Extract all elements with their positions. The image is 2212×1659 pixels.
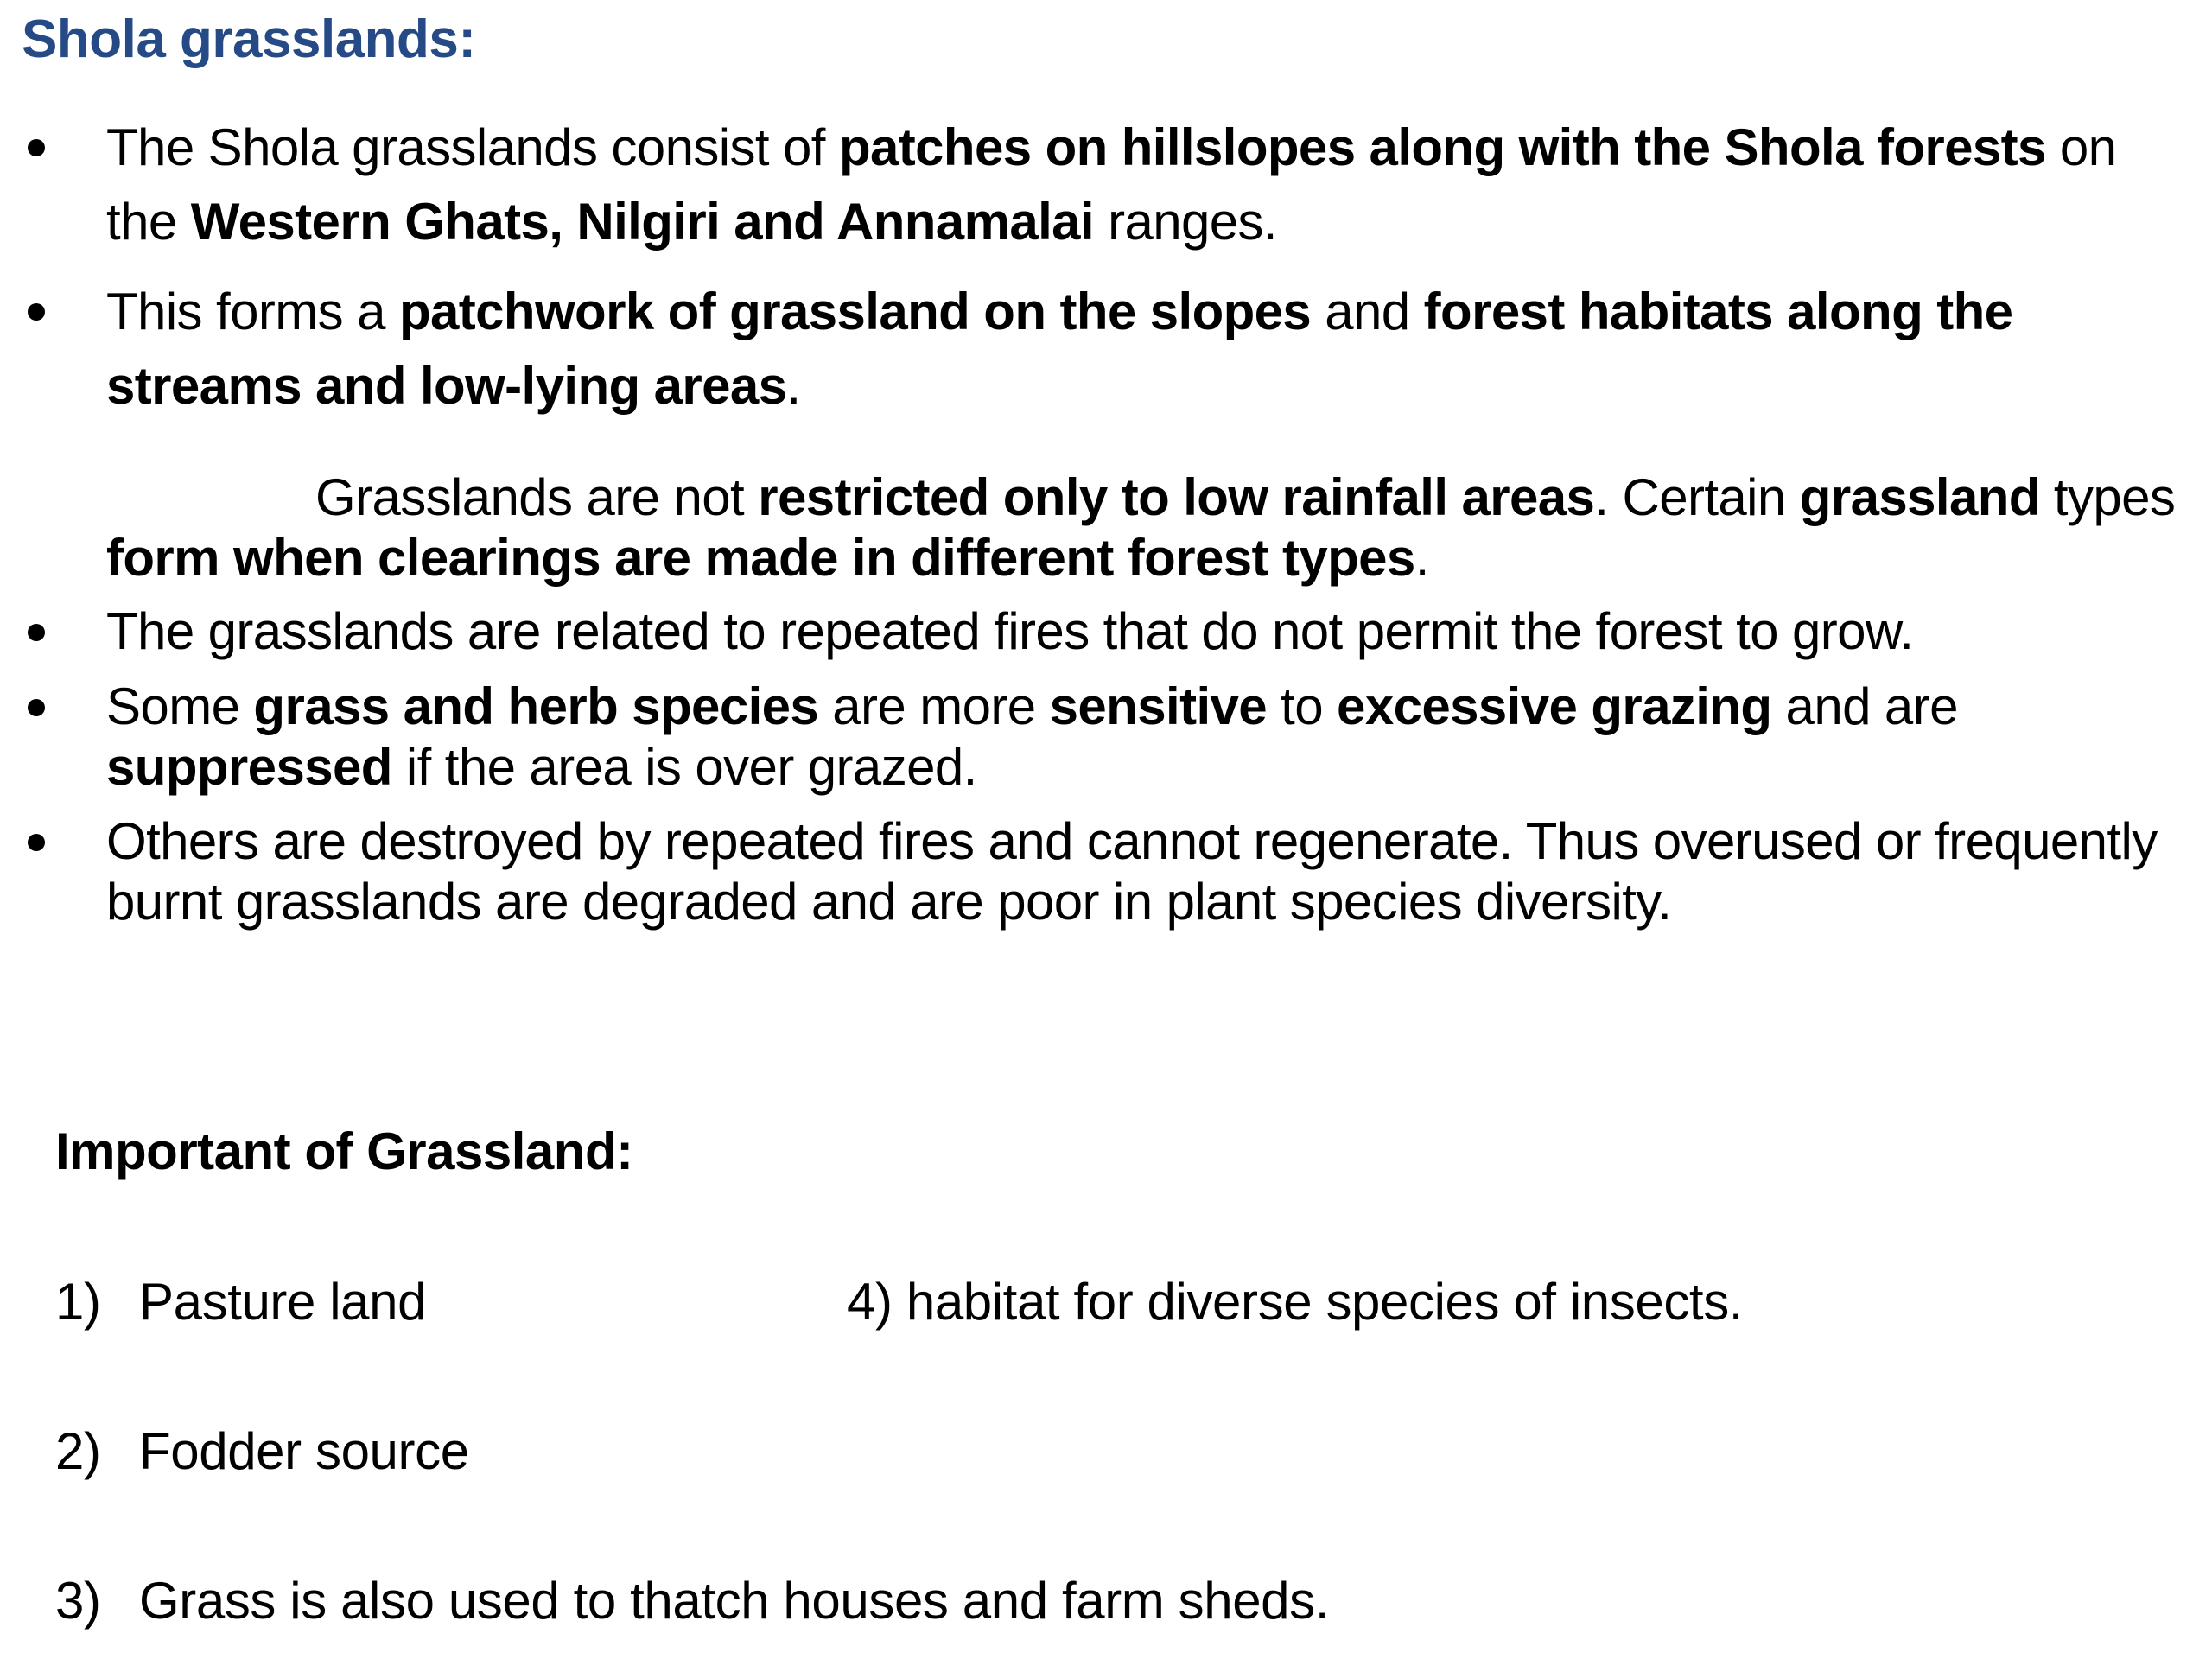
text-span: The Shola grasslands consist of — [106, 118, 839, 176]
bold-span: patches on hillslopes along with the Shola forests — [838, 118, 2046, 176]
text-span: This forms a — [106, 283, 399, 340]
bullet-dot-icon — [28, 834, 45, 851]
importance-list-item — [847, 1272, 1743, 1332]
grassland-paragraph — [106, 467, 2197, 588]
section-heading: Shola grasslands: — [22, 10, 476, 69]
bullet-dot-icon — [28, 699, 45, 716]
importance-list-item — [55, 1272, 426, 1332]
bold-span: grassland — [1799, 468, 2040, 526]
text-span: and — [1311, 283, 1424, 340]
bold-span: suppressed — [106, 738, 392, 796]
bullet-text — [106, 111, 2197, 259]
bold-span: excessive grazing — [1337, 677, 1772, 735]
text-span: . Certain — [1594, 468, 1800, 526]
text-span: ranges. — [1094, 193, 1277, 251]
list-number: 4) — [847, 1273, 893, 1331]
text-span: Others are destroyed by repeated fires and cannot regenerate. Thus overused or frequently burnt grasslands are degraded and are poor in plant species diversity. — [106, 812, 2158, 931]
bold-span: patchwork of grassland on the slopes — [398, 283, 1312, 340]
bullet-dot-icon — [28, 139, 45, 156]
text-span: are more — [818, 677, 1050, 735]
text-span: . — [1414, 529, 1429, 587]
text-span: The grasslands are related to repeated fires that do not permit the forest to grow. — [106, 602, 1914, 660]
bold-span: form when clearings are made in different forest types — [106, 529, 1415, 587]
bold-span: forest habitats along the streams and low-lying areas — [106, 283, 2013, 415]
text-span: Some — [106, 677, 254, 735]
bold-span: grass and herb species — [253, 677, 819, 735]
bullet-text — [106, 601, 2197, 662]
text-span: if the area is over grazed. — [391, 738, 977, 796]
bold-span: sensitive — [1049, 677, 1268, 735]
list-number: 3) — [55, 1572, 101, 1630]
bullet-text — [106, 677, 2197, 798]
importance-list-item — [55, 1421, 469, 1481]
text-span: . — [786, 357, 801, 415]
bold-span: Western Ghats, Nilgiri and Annamalai — [190, 193, 1094, 251]
bold-span: restricted only to low rainfall areas — [758, 468, 1595, 526]
text-span: on the — [106, 118, 2117, 251]
list-text: Grass is also used to thatch houses and farm sheds. — [139, 1572, 1330, 1630]
text-span: and are — [1771, 677, 1958, 735]
bullet-dot-icon — [28, 303, 45, 321]
list-text: habitat for diverse species of insects. — [906, 1273, 1744, 1331]
bullet-dot-icon — [28, 624, 45, 641]
text-span: Grasslands are not — [315, 468, 759, 526]
list-text: Fodder source — [139, 1422, 469, 1480]
importance-heading: Important of Grassland: — [55, 1122, 633, 1180]
text-span: to — [1267, 677, 1338, 735]
list-number: 1) — [55, 1273, 101, 1331]
bullet-text — [106, 275, 2197, 423]
importance-list-item — [55, 1571, 1329, 1630]
text-span: types — [2039, 468, 2176, 526]
bullet-text — [106, 811, 2197, 932]
list-text: Pasture land — [139, 1273, 427, 1331]
list-number: 2) — [55, 1422, 101, 1480]
